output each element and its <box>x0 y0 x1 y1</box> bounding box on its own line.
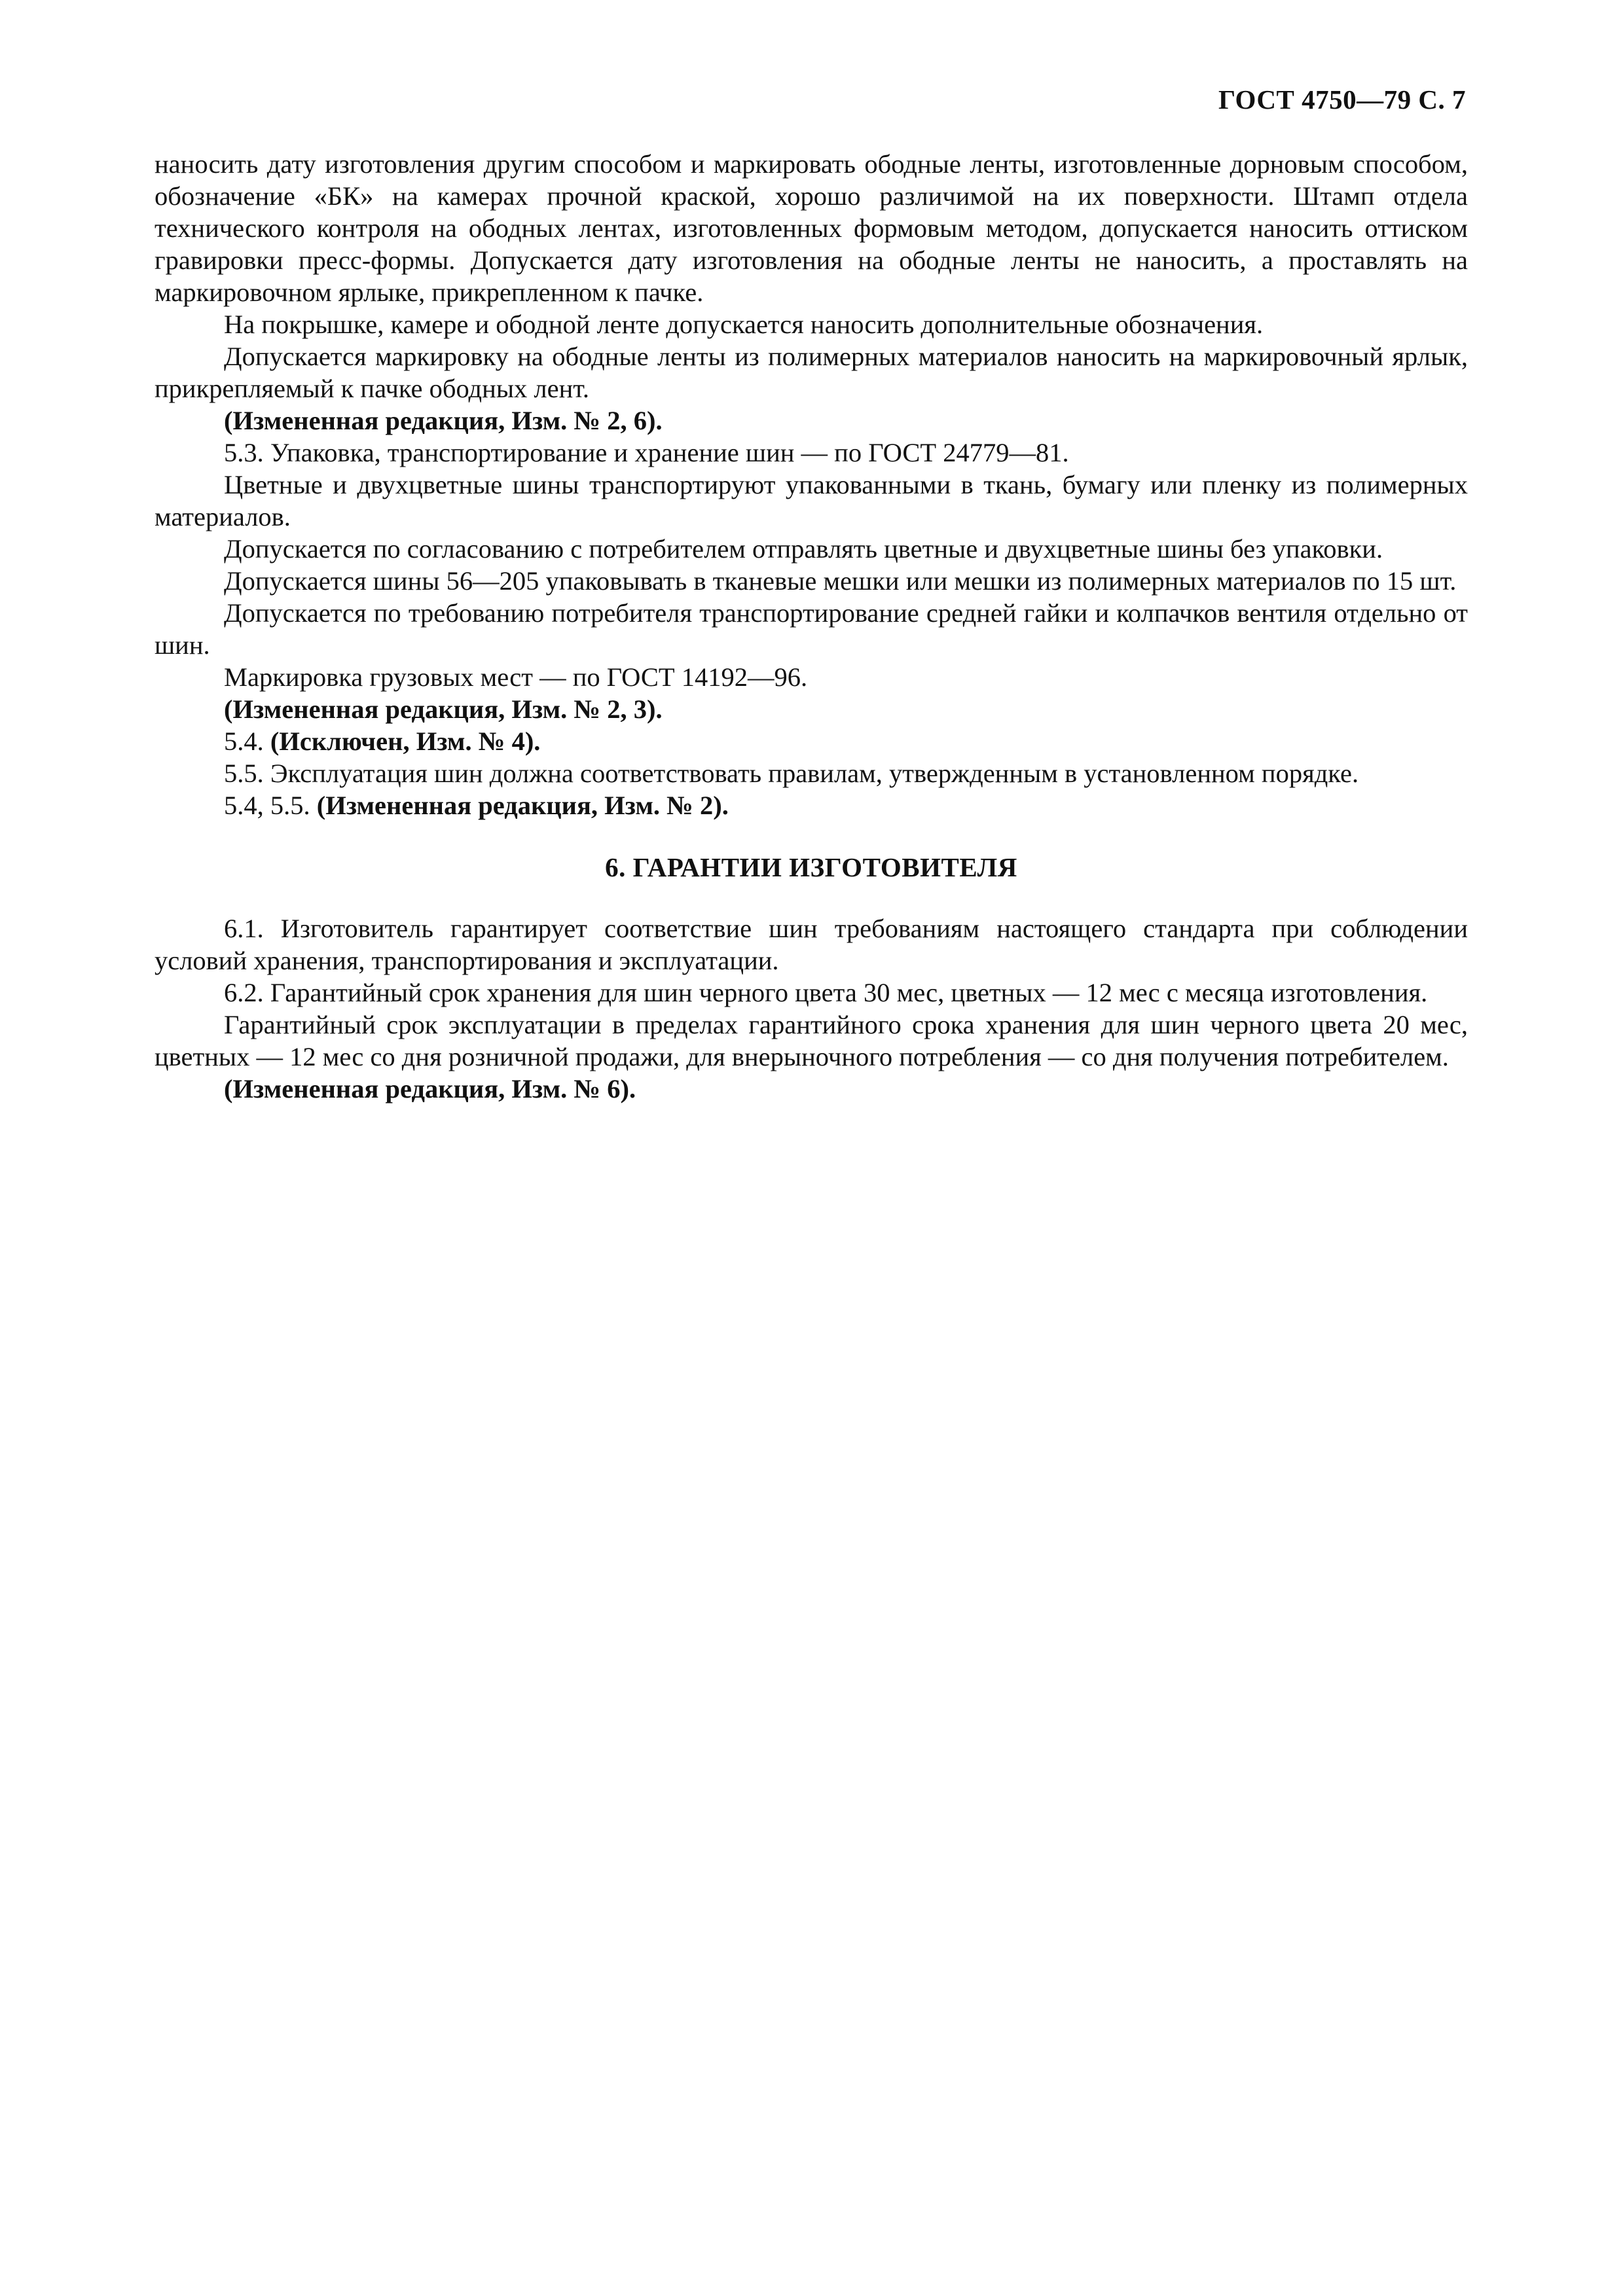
amendment-note: (Измененная редакция, Изм. № 2, 6). <box>224 406 663 435</box>
document-body <box>155 148 1468 1105</box>
paragraph: Маркировка грузовых мест — по ГОСТ 14192—96. <box>224 662 808 692</box>
page-header: ГОСТ 4750—79 С. 7 <box>1218 84 1466 115</box>
paragraph: Гарантийный срок эксплуатации в пределах гарантийного срока хранения для шин черного цвета 20 мес, цветных — 12 мес со дня розничной продажи, для внерыночного потребления — со дня получения потребителем. <box>155 1010 1468 1071</box>
clause-6-1: 6.1. Изготовитель гарантирует соответствие шин требованиям настоящего стандарта при соблюдении условий хранения, транспортирования и эксплуатации. <box>155 914 1468 975</box>
clause-number: 5.4, 5.5. <box>224 791 310 820</box>
clause-6-2: 6.2. Гарантийный срок хранения для шин черного цвета 30 мес, цветных — 12 мес с месяца изготовления. <box>224 978 1428 1007</box>
paragraph: Цветные и двухцветные шины транспортируют упакованными в ткань, бумагу или пленку из полимерных материалов. <box>155 470 1468 531</box>
paragraph: Допускается по согласованию с потребителем отправлять цветные и двухцветные шины без упаковки. <box>224 534 1383 564</box>
amendment-note-5-4-5-5 <box>155 789 1468 821</box>
paragraph: Допускается шины 56—205 упаковывать в тканевые мешки или мешки из полимерных материалов по 15 шт. <box>224 566 1457 596</box>
clause-number: 5.4. <box>224 726 264 756</box>
clause-text: (Измененная редакция, Изм. № 2). <box>316 791 729 820</box>
paragraph-continuation: наносить дату изготовления другим способом и маркировать ободные ленты, изготовленные дорновым способом, обозначение «БК» на камерах прочной краской, хорошо различимой на их поверхности. Штамп отдела технического контроля на ободных лентах, изготовленных формовым методом, допускается наносить оттиском гравировки пресс-формы. Допускается дату изготовления на ободные ленты не наносить, а проставлять на маркировочном ярлыке, прикрепленном к пачке. <box>155 149 1468 307</box>
amendment-note: (Измененная редакция, Изм. № 2, 3). <box>224 694 663 724</box>
clause-5-5: 5.5. Эксплуатация шин должна соответствовать правилам, утвержденным в установленном порядке. <box>224 759 1359 788</box>
paragraph: Допускается по требованию потребителя транспортирование средней гайки и колпачков вентиля отдельно от шин. <box>155 598 1468 660</box>
section-title: 6. ГАРАНТИИ ИЗГОТОВИТЕЛЯ <box>605 852 1017 882</box>
amendment-note: (Измененная редакция, Изм. № 6). <box>224 1074 636 1103</box>
clause-text: (Исключен, Изм. № 4). <box>270 726 541 756</box>
paragraph: Допускается маркировку на ободные ленты из полимерных материалов наносить на маркировочный ярлык, прикрепляемый к пачке ободных лент. <box>155 342 1468 403</box>
paragraph: На покрышке, камере и ободной ленте допускается наносить дополнительные обозначения. <box>224 310 1264 339</box>
clause-5-3: 5.3. Упаковка, транспортирование и хранение шин — по ГОСТ 24779—81. <box>224 438 1069 467</box>
clause-5-4 <box>155 725 1468 757</box>
